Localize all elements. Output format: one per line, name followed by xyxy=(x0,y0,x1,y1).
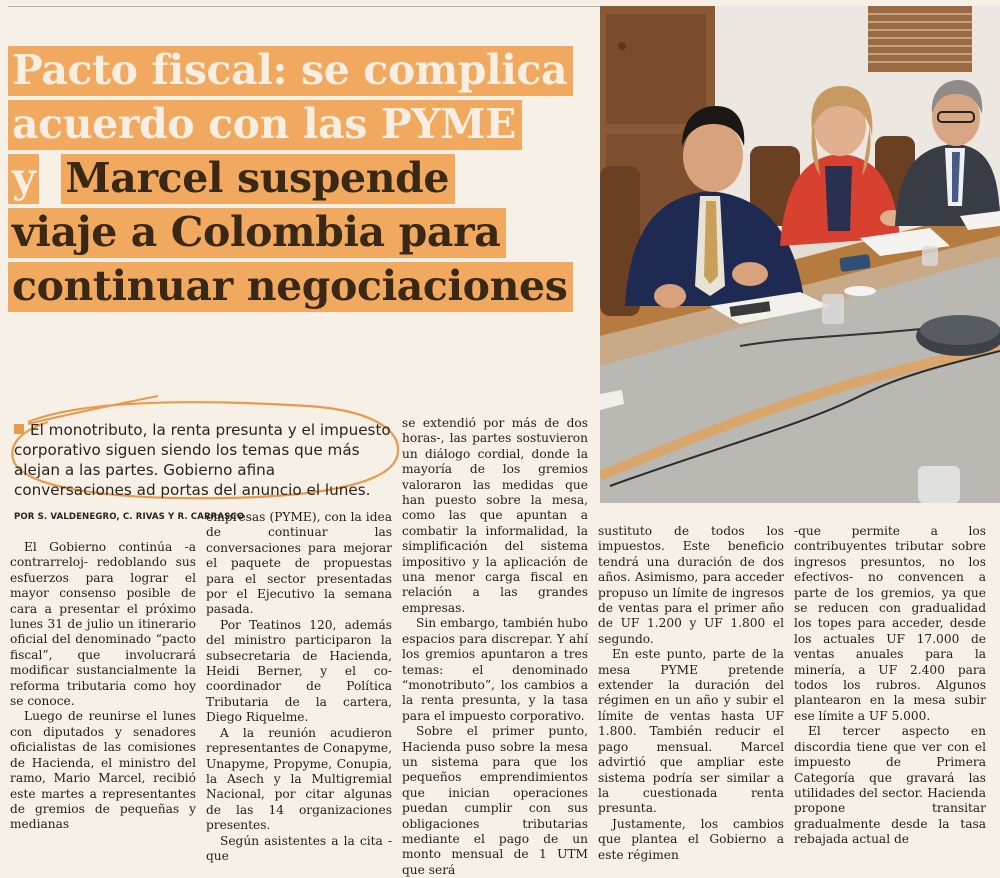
headline-line-2: acuerdo con las PYME xyxy=(8,100,598,154)
paragraph: El tercer aspecto en discordia tiene que ver con el impuesto de Primera Categoría que gravará las utilidades del sector. Hacienda propone transitar gradualmente desde la tasa rebajada actual de xyxy=(794,724,986,847)
summary-lead: El monotributo, la renta presunta y el impuesto corporativo siguen siendo los temas que más alejan a las partes. Gobierno afina conversaciones ad portas del anuncio el lunes. xyxy=(14,421,391,499)
headline-line-4: viaje a Colombia para xyxy=(8,208,598,262)
paragraph: se extendió por más de dos horas-, las partes sostuvieron un diálogo cordial, donde la mayoría de los gremios valoraron las medidas que han puesto sobre la mesa, como las que apuntan a combatir la informalidad, la simplificación del sistema impositivo y la aplicación de una menor carga fiscal en relación a las grandes empresas. xyxy=(402,416,588,615)
paragraph: Sobre el primer punto, Hacienda puso sobre la mesa un sistema para que los pequeños emprendimientos que inician operaciones puedan cumplir con sus obligaciones tributarias mediante el pago de un monto mensual de 1 UTM que será xyxy=(402,724,588,877)
paragraph: sustituto de todos los impuestos. Este beneficio tendrá una duración de dos años. Asimismo, para acceder propuso un límite de ingresos de ventas para el primer año de UF 1.200 y UF 1.800 el segundo. xyxy=(598,524,784,646)
headline-line-1: Pacto fiscal: se complica xyxy=(8,46,598,100)
article-column-1 xyxy=(10,540,196,833)
meeting-photo xyxy=(600,6,1000,503)
headline xyxy=(8,46,598,316)
paragraph: Luego de reunirse el lunes con diputados y senadores oficialistas de las comisiones de Hacienda, el ministro del ramo, Mario Marcel, recibió este martes a representantes de gremios de pequeñas y medianas xyxy=(10,709,196,832)
meeting-photo-illustration xyxy=(600,6,1000,503)
byline: POR S. VALDENEGRO, C. RIVAS Y R. CARRASCO xyxy=(14,512,245,522)
paragraph: El Gobierno continúa -a contrarreloj- redoblando sus esfuerzos para lograr el mayor consenso posible de cara a presentar el próximo lunes 31 de julio un itinerario oficial del denominado “pacto fiscal”, que involucrará modificar sustancialmente la reforma tributaria como hoy se conoce. xyxy=(10,540,196,709)
article-column-4 xyxy=(598,524,784,863)
bullet-square-icon xyxy=(14,424,24,434)
article-column-5 xyxy=(794,524,986,848)
headline-line-3: y Marcel suspende xyxy=(8,154,598,208)
paragraph: En este punto, parte de la mesa PYME pretende extender la duración del régimen en un año y subir el límite de ventas hasta UF 1.800. También reducir el pago mensual. Marcel advirtió que ampliar este sistema podría ser similar a la cuestionada renta presunta. xyxy=(598,647,784,816)
paragraph: A la reunión acudieron representantes de Conapyme, Unapyme, Propyme, Conupia, la Asech y la Multigremial Nacional, por citar algunas de las 14 organizaciones presentes. xyxy=(206,725,392,833)
article-column-2 xyxy=(206,510,392,864)
paragraph: Según asistentes a la cita -que xyxy=(206,833,392,863)
top-rule xyxy=(8,6,600,7)
paragraph: empresas (PYME), con la idea de continuar las conversaciones para mejorar el paquete de propuestas para el sector presentadas por el Ejecutivo la semana pasada. xyxy=(206,510,392,617)
paragraph: Por Teatinos 120, además del ministro participaron la subsecretaria de Hacienda, Heidi Berner, y el co-coordinador de Política Tributaria de la cartera, Diego Riquelme. xyxy=(206,617,392,725)
paragraph: -que permite a los contribuyentes tributar sobre ingresos presuntos, no los efectivos- no convencen a parte de los gremios, ya que se reducen con gradualidad los topes para acceder, desde los actuales UF 17.000 de ventas anuales para la minería, a UF 2.400 para todos los rubros. Algunos plantearon en la mesa subir ese límite a UF 5.000. xyxy=(794,524,986,723)
headline-line-5: continuar negociaciones xyxy=(8,262,598,316)
article-column-3 xyxy=(402,416,588,878)
paragraph: Sin embargo, también hubo espacios para discrepar. Y ahí los gremios apuntaron a tres temas: el denominado “monotributo”, los cambios a la renta presunta, y la tasa para el impuesto corporativo. xyxy=(402,616,588,723)
paragraph: Justamente, los cambios que plantea el Gobierno a este régimen xyxy=(598,816,784,862)
